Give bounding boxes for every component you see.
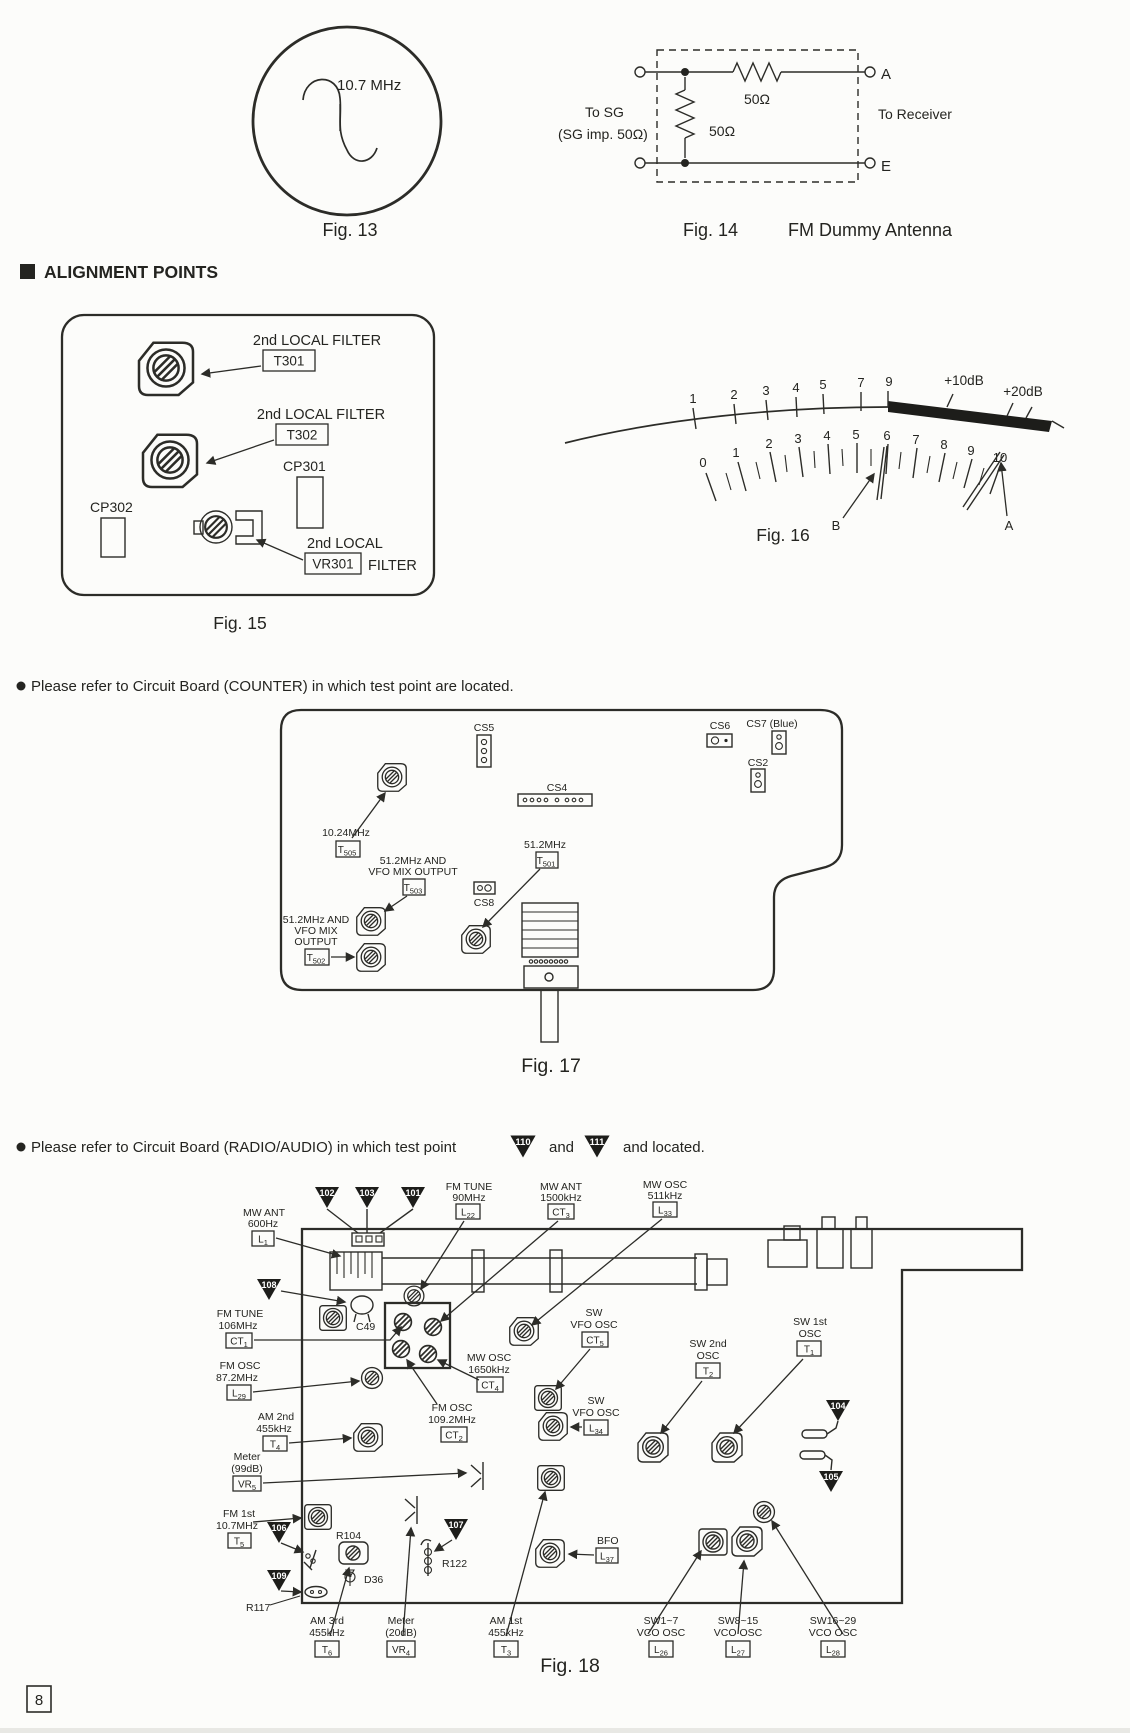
vr301-label-top: 2nd LOCAL: [307, 536, 383, 552]
lower-tick-5: 5: [852, 427, 860, 442]
trimmer-bfo-target: [536, 1540, 565, 1568]
transistor-106: [304, 1550, 316, 1570]
scope-circle-icon: [253, 27, 441, 215]
note-radio: [17, 1136, 705, 1158]
cs4-label: CS4: [546, 782, 568, 794]
t503-label-2: VFO MIX OUTPUT: [368, 866, 458, 878]
upper-tick-7: 7: [857, 375, 865, 390]
lower-tick-7: 7: [912, 432, 920, 447]
vr4-ref: VR: [391, 1645, 406, 1656]
to-receiver-label: To Receiver: [878, 106, 952, 122]
l27-label-2: VCO OSC: [713, 1627, 763, 1639]
vr4-sub: 4: [405, 1648, 411, 1658]
l29-label-2: 87.2MHz: [215, 1372, 259, 1384]
vr5-label-1: Meter: [233, 1451, 261, 1463]
plus20db-label: +20dB: [1003, 384, 1043, 399]
r122-label: R122: [442, 1558, 468, 1570]
section-header: [20, 262, 218, 282]
ct4-ref: CT: [481, 1380, 495, 1392]
test-point-109: [267, 1570, 291, 1591]
test-point-103: [355, 1187, 379, 1208]
r117-label: R117: [246, 1602, 271, 1614]
jumper-105: [800, 1451, 825, 1459]
vr5-part: [471, 1462, 483, 1490]
trimmer-t4-target: [354, 1424, 383, 1452]
test-point-102-number: 102: [319, 1188, 335, 1198]
test-point-110-number: 110: [515, 1136, 531, 1148]
l1-sub: 1: [263, 1238, 268, 1247]
note-bullet-icon: [17, 1143, 26, 1152]
l27-sub: 27: [736, 1648, 745, 1658]
trimmer-near-c49: [320, 1306, 347, 1331]
fig18-caption: Fig. 18: [540, 1655, 600, 1677]
ct3-sub: 3: [565, 1211, 570, 1220]
lower-tick-10: 10: [992, 450, 1008, 465]
test-point-107-number: 107: [448, 1520, 464, 1530]
part-r122: [421, 1540, 432, 1576]
test-point-110: [510, 1136, 535, 1158]
ct4-label-2: 1650kHz: [468, 1364, 510, 1376]
fig18-radio-audio-board: [216, 1179, 1022, 1677]
svg-text:CT1: [230, 1337, 248, 1350]
trimmer-t2-target: [638, 1433, 668, 1462]
to-sg-label: To SG: [585, 104, 624, 120]
vr5-sub: 5: [251, 1483, 257, 1492]
fig17-counter-board: [281, 710, 842, 1077]
ct1-sub: 1: [243, 1340, 248, 1349]
t5-ref: T: [233, 1536, 240, 1548]
upper-tick-2: 2: [730, 387, 738, 402]
fig16-meter-scale: [565, 373, 1064, 545]
test-point-102: [315, 1187, 339, 1208]
board-switch-components: [768, 1217, 872, 1268]
t501-label: 51.2MHz: [523, 839, 567, 851]
ct5-sub: 5: [599, 1339, 604, 1348]
bfo-label: BFO: [597, 1535, 619, 1547]
l22-label-2: 90MHz: [452, 1192, 486, 1204]
trimmer-t505: [378, 764, 407, 792]
t502-sub: 502: [312, 956, 326, 966]
t1-ref: T: [803, 1344, 810, 1356]
t301-label: 2nd LOCAL FILTER: [252, 333, 382, 349]
t6-label-2: 455kHz: [309, 1627, 345, 1639]
page-number-value: 8: [34, 1692, 44, 1709]
l33-sub: 33: [663, 1209, 672, 1218]
t503-label-1: 51.2MHz AND: [379, 855, 447, 867]
l26-label-1: SW1~7: [643, 1615, 679, 1627]
lower-tick-3: 3: [794, 431, 802, 446]
vr4-label-2: (20dB): [385, 1627, 417, 1639]
trimmer-l28-target: [754, 1502, 775, 1523]
test-point-104: [826, 1400, 850, 1421]
svg-text:L28: [826, 1645, 840, 1658]
t505-sub: 505: [343, 848, 357, 858]
cs2-label: CS2: [747, 757, 769, 769]
cs7-label: CS7 (Blue): [746, 718, 798, 730]
ct4-label-1: MW OSC: [466, 1352, 512, 1364]
ct4-sub: 4: [494, 1384, 499, 1393]
test-point-101-number: 101: [405, 1188, 421, 1198]
l28-label-2: VCO OSC: [808, 1627, 858, 1639]
note-radio-prefix: Please refer to Circuit Board (RADIO/AUDIO) in which test point: [31, 1139, 457, 1156]
l33-ref: L: [658, 1205, 664, 1217]
svg-text:L29: [232, 1389, 246, 1402]
vr301-label-bottom: FILTER: [368, 558, 417, 574]
fig14-title: FM Dummy Antenna: [788, 220, 953, 240]
lower-tick-2: 2: [765, 436, 773, 451]
note-radio-suffix: and located.: [623, 1139, 705, 1156]
upper-tick-3: 3: [762, 383, 770, 398]
t4-ref: T: [269, 1439, 276, 1451]
series-resistor-value: 50Ω: [743, 91, 771, 107]
upper-tick-5: 5: [819, 377, 827, 392]
trimmer-ct5-target: [535, 1386, 562, 1411]
svg-text:T6: [322, 1645, 332, 1658]
bfo-ref: L: [600, 1551, 606, 1563]
test-point-101: [401, 1187, 425, 1208]
svg-text:L34: [589, 1424, 603, 1437]
series-resistor-icon: [733, 63, 781, 81]
l28-sub: 28: [831, 1648, 840, 1658]
fig15-board-outline: [62, 315, 434, 595]
svg-text:T4: [270, 1440, 280, 1453]
trimmer-vr301: [194, 511, 262, 544]
upper-tick-1: 1: [689, 391, 697, 406]
fig13-if-waveform: [253, 27, 441, 240]
test-point-108: [257, 1279, 281, 1300]
c49-label: C49: [356, 1321, 376, 1333]
t5-sub: 5: [239, 1540, 245, 1549]
vr4-part: [405, 1496, 417, 1524]
l27-label-1: SW8~15: [717, 1615, 759, 1627]
trimmer-l33-target: [510, 1318, 539, 1346]
page-number: [27, 1686, 51, 1712]
t501-ref: T: [536, 856, 543, 867]
meter-arc: [565, 407, 891, 443]
test-point-111-number: 111: [589, 1136, 605, 1148]
t3-ref: T: [500, 1645, 507, 1656]
connector-cs5: [474, 722, 495, 767]
svg-text:T502: [307, 953, 326, 966]
t3-label-2: 455kHz: [488, 1627, 524, 1639]
fig13-frequency: 10.7 MHz: [337, 77, 402, 94]
test-point-105-number: 105: [823, 1472, 839, 1482]
test-point-109-number: 109: [271, 1571, 287, 1581]
ct3-ref: CT: [552, 1207, 566, 1219]
cs5-label: CS5: [473, 722, 495, 734]
lower-tick-9: 9: [967, 443, 975, 458]
plus10db-label: +10dB: [944, 373, 984, 388]
svg-text:CT2: [445, 1431, 463, 1444]
l34-label-1: SW: [587, 1395, 605, 1407]
ct5-label-1: SW: [585, 1307, 603, 1319]
svg-text:L37: [600, 1552, 614, 1565]
t2-label-2: OSC: [696, 1350, 720, 1362]
trimmer-l29-target: [362, 1368, 383, 1389]
test-point-106-number: 106: [271, 1523, 287, 1533]
l28-ref: L: [826, 1645, 832, 1656]
l26-ref: L: [654, 1645, 660, 1656]
trimmer-l27-target: [732, 1527, 762, 1556]
note-counter: [17, 678, 514, 695]
svg-text:VR5: [238, 1480, 256, 1493]
trimmer-l34-target: [539, 1413, 568, 1441]
ct2-label-2: 109.2MHz: [428, 1414, 476, 1426]
test-point-103-number: 103: [359, 1188, 375, 1198]
terminal-e-label: E: [881, 158, 892, 175]
t2-label-1: SW 2nd: [689, 1338, 727, 1350]
note-bullet-icon: [17, 682, 26, 691]
note-radio-and: and: [549, 1139, 575, 1156]
trimmer-t3-target: [538, 1466, 565, 1491]
ct1-label-1: FM TUNE: [216, 1308, 264, 1320]
svg-text:T505: [338, 845, 357, 858]
t502-ref: T: [306, 953, 313, 964]
fig14-fm-dummy-antenna: [558, 50, 953, 240]
lower-tick-4: 4: [823, 428, 831, 443]
section-title: ALIGNMENT POINTS: [44, 262, 219, 282]
t4-sub: 4: [275, 1443, 281, 1452]
ct1-ref: CT: [230, 1336, 244, 1348]
trimmer-t502: [357, 944, 386, 972]
t2-ref: T: [702, 1366, 709, 1378]
cs8-label: CS8: [473, 897, 495, 909]
ct3-label-2: 1500kHz: [540, 1192, 582, 1204]
upper-tick-4: 4: [792, 380, 800, 395]
l22-ref: L: [461, 1207, 467, 1219]
connector-cs7: [746, 718, 797, 754]
t501-sub: 501: [542, 859, 556, 869]
t1-sub: 1: [809, 1348, 815, 1357]
t2-sub: 2: [708, 1370, 714, 1379]
svg-text:CT4: [481, 1381, 499, 1394]
lower-tick-6: 6: [883, 428, 891, 443]
svg-text:T501: [537, 856, 556, 869]
l1-label-1: MW ANT: [243, 1207, 285, 1219]
section-bullet-icon: [20, 264, 35, 279]
ferrite-rod-antenna: [330, 1250, 727, 1292]
svg-text:L33: [658, 1206, 672, 1219]
fig13-caption: Fig. 13: [322, 220, 378, 240]
t505-label: 10.24MHz: [322, 827, 370, 839]
svg-text:T2: [703, 1367, 713, 1380]
svg-text:L22: [461, 1208, 475, 1221]
sg-impedance-label: (SG imp. 50Ω): [558, 126, 648, 142]
vr4-label-1: Meter: [387, 1615, 415, 1627]
svg-text:L26: [654, 1645, 668, 1658]
l1-ref: L: [258, 1234, 264, 1246]
note-counter-text: Please refer to Circuit Board (COUNTER) in which test point are located.: [31, 678, 514, 695]
svg-text:T503: [404, 883, 423, 896]
ct5-label-2: VFO OSC: [570, 1319, 618, 1331]
l34-sub: 34: [594, 1427, 603, 1436]
svg-text:T5: [234, 1537, 244, 1550]
fig17-caption: Fig. 17: [521, 1055, 581, 1077]
t6-ref: T: [321, 1645, 328, 1656]
test-point-111: [584, 1136, 609, 1158]
fig16-caption: Fig. 16: [756, 525, 810, 545]
svg-text:L1: [258, 1235, 268, 1248]
d36-label: D36: [364, 1574, 384, 1586]
l22-label-1: FM TUNE: [445, 1181, 493, 1193]
t6-sub: 6: [327, 1648, 333, 1658]
l29-label-1: FM OSC: [219, 1360, 261, 1372]
upper-tick-9: 9: [885, 374, 893, 389]
l33-label-2: 511kHz: [647, 1190, 683, 1202]
l26-label-2: VCO OSC: [636, 1627, 686, 1639]
needle-b-label: B: [831, 518, 841, 533]
connector-cs2: [748, 757, 769, 792]
t1-label-2: OSC: [798, 1328, 822, 1340]
l34-ref: L: [589, 1423, 595, 1435]
connector-cs4: [518, 782, 592, 806]
l33-label-1: MW OSC: [642, 1179, 688, 1191]
t1-label-1: SW 1st: [793, 1316, 827, 1328]
vr5-label-2: (99dB): [231, 1463, 263, 1475]
l29-ref: L: [232, 1388, 238, 1400]
trimmer-r104: [339, 1542, 368, 1564]
trimmer-t302: [143, 435, 197, 487]
t4-label-1: AM 2nd: [257, 1411, 295, 1423]
part-r117: [305, 1587, 327, 1598]
cs6-label: CS6: [709, 720, 731, 732]
t6-label-1: AM 3rd: [310, 1615, 344, 1627]
test-point-106: [267, 1522, 291, 1543]
t3-label-1: AM 1st: [489, 1615, 523, 1627]
cp302-part: [101, 518, 125, 557]
t302-label: 2nd LOCAL FILTER: [256, 407, 386, 423]
t503-sub: 503: [409, 886, 423, 896]
fig14-caption: Fig. 14: [683, 220, 739, 240]
t301-ref: T301: [273, 353, 305, 369]
svg-text:CT5: [586, 1336, 604, 1349]
fig15-alignment-points: [62, 315, 434, 633]
capacitor-c49: [351, 1296, 373, 1322]
shunt-resistor-icon: [676, 90, 694, 138]
jumper-104: [802, 1430, 827, 1438]
svg-text:VR4: [392, 1645, 410, 1658]
svg-text:L27: [731, 1645, 745, 1658]
svg-text:T3: [501, 1645, 511, 1658]
lower-tick-1: 1: [732, 445, 740, 460]
t302-ref: T302: [286, 427, 318, 443]
test-point-107: [444, 1519, 468, 1540]
needle-a-label: A: [1004, 518, 1014, 533]
t3-sub: 3: [506, 1648, 512, 1658]
l28-label-1: SW16~29: [809, 1615, 857, 1627]
trimmer-t501: [462, 926, 491, 954]
test-point-104-number: 104: [830, 1401, 846, 1411]
cp302-label: CP302: [90, 499, 133, 515]
terminal-a-label: A: [881, 66, 892, 83]
t5-label-1: FM 1st: [222, 1508, 256, 1520]
r104-label: R104: [336, 1530, 362, 1542]
test-point-108-number: 108: [261, 1280, 277, 1290]
connector-cs6: [707, 720, 732, 747]
bfo-sub: 37: [605, 1555, 614, 1564]
ct2-ref: CT: [445, 1430, 459, 1442]
top-test-connector: [352, 1233, 384, 1246]
connector-cs8: [474, 882, 495, 909]
trimmer-l26-target: [699, 1529, 727, 1555]
cp301-part: [297, 477, 323, 528]
lower-tick-8: 8: [940, 437, 948, 452]
t5-label-2: 10.7MHz: [215, 1520, 259, 1532]
trimmer-t5-target: [305, 1505, 332, 1530]
l34-label-2: VFO OSC: [572, 1407, 620, 1419]
vr301-ref: VR301: [312, 556, 354, 572]
ct5-ref: CT: [586, 1335, 600, 1347]
counter-connector-stack: [522, 903, 578, 1042]
fm-shield-block: [385, 1303, 450, 1368]
l27-ref: L: [731, 1645, 737, 1656]
t502-label-2: VFO MIX: [294, 925, 338, 937]
t4-label-2: 455kHz: [256, 1423, 292, 1435]
fig15-caption: Fig. 15: [213, 613, 267, 633]
lower-tick-0: 0: [699, 455, 707, 470]
ct2-label-1: FM OSC: [431, 1402, 473, 1414]
trimmer-t301: [139, 343, 193, 395]
l26-sub: 26: [659, 1648, 668, 1658]
t502-label-1: 51.2MHz AND: [282, 914, 350, 926]
l1-label-2: 600Hz: [247, 1218, 279, 1230]
svg-text:T1: [804, 1345, 814, 1358]
t505-ref: T: [337, 845, 344, 856]
trimmer-t1-target: [712, 1433, 742, 1462]
svg-text:CT3: [552, 1208, 570, 1221]
test-point-105: [819, 1471, 843, 1492]
t503-ref: T: [403, 883, 410, 894]
l29-sub: 29: [237, 1392, 246, 1401]
vr5-ref: VR: [237, 1479, 252, 1491]
shunt-resistor-value: 50Ω: [709, 123, 736, 139]
ct2-sub: 2: [458, 1434, 463, 1443]
t502-label-3: OUTPUT: [294, 936, 338, 948]
l22-sub: 22: [466, 1211, 475, 1220]
ct3-label-1: MW ANT: [540, 1181, 582, 1193]
cp301-label: CP301: [283, 458, 326, 474]
trimmer-t503: [357, 908, 386, 936]
ct1-label-2: 106MHz: [218, 1320, 258, 1332]
